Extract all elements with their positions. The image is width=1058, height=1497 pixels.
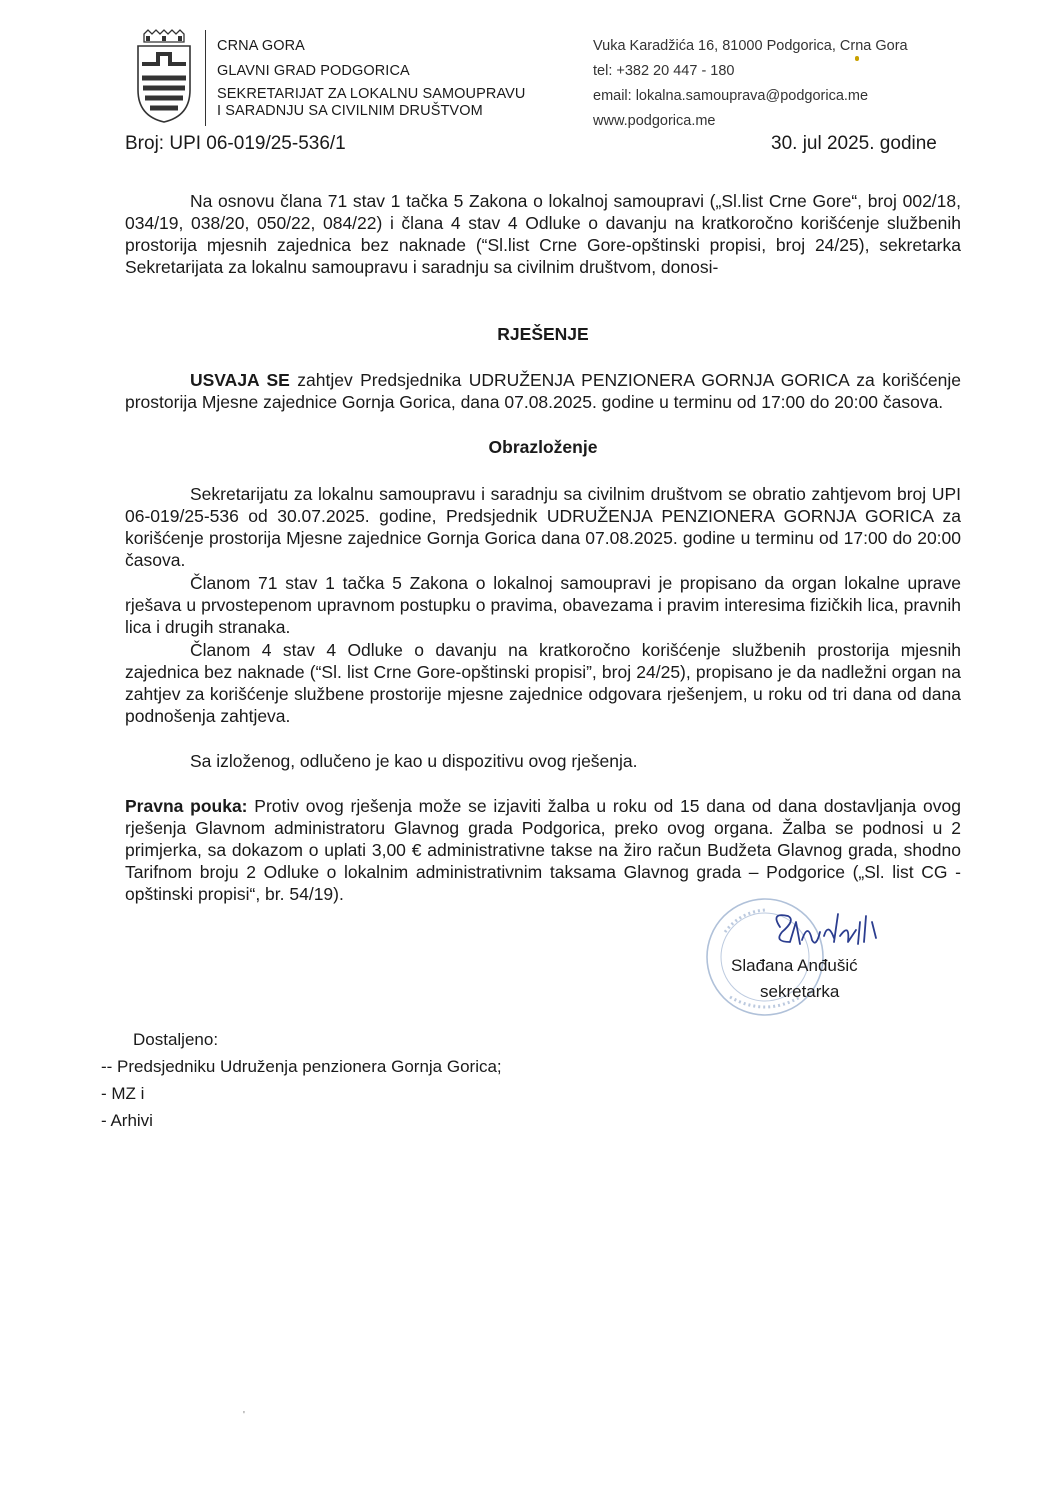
issuer-secretariat-line2: I SARADNJU SA CIVILNIM DRUŠTVOM <box>217 103 483 119</box>
scan-speck: ' <box>243 1410 245 1421</box>
issuer-city: GLAVNI GRAD PODGORICA <box>217 63 410 79</box>
delivered-item: - Arhivi <box>101 1111 153 1130</box>
contact-phone: tel: +382 20 447 - 180 <box>593 63 735 79</box>
document-date: 30. jul 2025. godine <box>771 133 937 154</box>
signatory-name: Slađana Anđušić <box>731 956 858 975</box>
delivered-item: -- Predsjedniku Udruženja penzionera Gornja Gorica; <box>101 1057 502 1076</box>
decision-title: RJEŠENJE <box>497 324 589 344</box>
decision-text: zahtjev Predsjednika UDRUŽENJA PENZIONERA GORNJA GORICA za korišćenje prostorija Mjesne zajednice Gornja Gorica, dana 07.08.2025. godine u terminu od 17:00 do 20:00 časova. <box>125 370 962 412</box>
signatory-role: sekretarka <box>760 982 840 1001</box>
decision-lead: USVAJA SE <box>190 370 290 390</box>
contact-block <box>593 34 908 134</box>
reasoning-paragraph-2: Članom 71 stav 1 tačka 5 Zakona o lokalnoj samoupravi je propisano da organ lokalne uprave rješava u prvostepenom upravnom postupku o pravima, obavezama i pravim interesima fizičkih lica, pravnih lica i drugih stranaka. <box>125 573 961 637</box>
issuer-country: CRNA GORA <box>217 38 305 54</box>
issuer-secretariat-line1: SEKRETARIJAT ZA LOKALNU SAMOUPRAVU <box>217 86 526 102</box>
handwritten-signature <box>776 914 876 944</box>
legal-notice-lead: Pravna pouka: <box>125 796 248 816</box>
decision-paragraph <box>125 369 961 413</box>
intro-paragraph: Na osnovu člana 71 stav 1 tačka 5 Zakona o lokalnoj samoupravi („Sl.list Crne Gore“, broj 002/18, 034/19, 038/20, 050/22, 084/22) i člana 4 stav 4 Odluke o davanju na kratkoročno korišćenje službenih prostorija mjesnih zajednica bez naknade (“Sl.list Crne Gore-opštinski propisi, broj 24/25), sekretarka Sekretarijata za lokalnu samoupravu i saradnju sa civilnim društvom, donosi- <box>125 191 961 277</box>
header-divider <box>205 30 206 126</box>
legal-notice-text: Protiv ovog rješenja može se izjaviti žalba u roku od 15 dana od dana dostavljanja ovog rješenja Glavnom administratoru Glavnog grada Podgorica, preko ovog organa. Žalba se podnosi u 2 primjerka, sa dokazom o uplati 3,00 € administrativne takse na žiro račun Budžeta Glavnog grada, shodno Tarifnom broju 2 Odluke o lokalnim administrativnim taksama Glavnog grada – Podgorice („Sl. list CG - opštinski propisi“, br. 54/19). <box>125 796 961 904</box>
issuer-block <box>217 34 526 120</box>
contact-email: email: lokalna.samouprava@podgorica.me <box>593 88 869 104</box>
contact-address: Vuka Karadžića 16, 81000 Podgorica, Crna Gora <box>593 38 908 54</box>
reasoning-paragraph-3: Članom 4 stav 4 Odluke o davanju na kratkoročno korišćenje službenih prostorija mjesnih zajednica bez naknade (“Sl. list Crne Gore-opštinski propisi”, broj 24/25), propisano je da nadležni organ na zahtjev za korišćenje službene prostorije mjesne zajednice odgovara rješenjem, u roku od tri dana od dana podnošenja zahtjeva. <box>125 640 961 726</box>
legal-notice-paragraph <box>125 795 961 905</box>
delivered-item: - MZ i <box>101 1084 145 1103</box>
conclusion-paragraph: Sa izloženog, odlučeno je kao u dispozitivu ovog rješenja. <box>190 751 638 771</box>
delivered-label: Dostaljeno: <box>133 1030 219 1049</box>
ink-dot <box>855 56 859 61</box>
reasoning-title: Obrazloženje <box>488 437 598 457</box>
reasoning-paragraph-1: Sekretarijatu za lokalnu samoupravu i saradnju sa civilnim društvom se obratio zahtjevom broj UPI 06-019/25-536 od 30.07.2025. godine, Predsjednik UDRUŽENJA PENZIONERA GORNJA GORICA za korišćenje prostorija Mjesne zajednice Gornja Gorica dana 07.08.2025. godine u terminu od 17:00 do 20:00 časova. <box>125 484 961 570</box>
contact-web: www.podgorica.me <box>593 113 716 129</box>
document-number: Broj: UPI 06-019/25-536/1 <box>125 133 346 154</box>
coat-of-arms-logo <box>134 28 194 124</box>
